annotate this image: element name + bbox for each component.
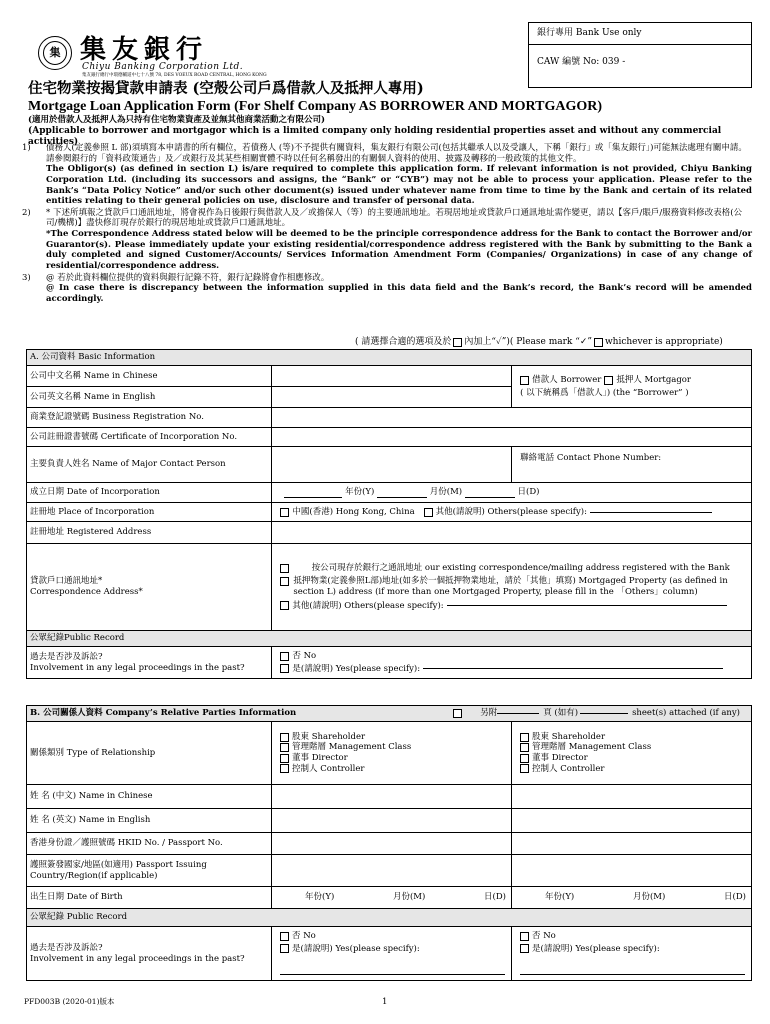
party-name-cn-label: 姓 名 (中文) Name in Chinese [27, 785, 272, 809]
relationship-options-col2: 股東 Shareholder 管理階層 Management Class 董事 Director 控制人 Controller [512, 722, 752, 785]
party1-name-cn-field[interactable] [272, 785, 512, 809]
party-legal-label-cn: 過去是否涉及訴訟? [30, 942, 103, 953]
place-others-field[interactable] [590, 512, 712, 513]
legal-no-checkbox[interactable] [280, 652, 289, 661]
form-version-code: PFD003B (2020-01)版本 [24, 997, 115, 1006]
bank-name-english: Chiyu Banking Corporation Ltd. [82, 62, 244, 72]
party2-name-en-field[interactable] [512, 809, 752, 833]
hkid-label: 香港身份證／護照號碼 HKID No. / Passport No. [27, 833, 272, 855]
party2-dob-field[interactable]: 年份(Y) 月份(M) 日(D) [512, 887, 752, 909]
ci-number-label: 公司註冊證書號碼 Certificate of Incorporation No. [27, 428, 272, 447]
ci-number-field[interactable] [272, 428, 752, 447]
dob-label: 出生日期 Date of Birth [27, 887, 272, 909]
hk-china-checkbox[interactable] [280, 508, 289, 517]
section-a-heading: A. 公司資料 Basic Information [27, 350, 752, 366]
note-text-english: The Obligor(s) (as defined in section L) is/are required to complete this application form. If relevant information is not provided, Chiyu Banking Corporation Ltd. (including its successors and assigns, the “Bank” or “CYB”) may not be able to process your application. Please refer to the Bank’s “Data Policy Notice” and/or such other document(s) issued under whatever name from time to time by the Bank and certain of its related entities relating to their general policies on use, disclosure and transfer of personal data. [46, 164, 752, 207]
caw-number-field[interactable]: CAW 編號 No: 039 - [537, 57, 626, 67]
contact-phone-field[interactable] [512, 447, 752, 483]
correspondence-address-label-en: Correspondence Address* [30, 587, 143, 597]
legal-proceedings-label-en: Involvement in any legal proceedings in the past? [30, 662, 245, 673]
form-title-english: Mortgage Loan Application Form (For Shelf Company AS BORROWER AND MORTGAGOR) [28, 99, 603, 114]
date-incorporation-field[interactable]: 年份(Y) 月份(M) 日(D) [272, 483, 752, 503]
corr-others-field[interactable] [447, 605, 727, 606]
bank-use-only-box [528, 22, 752, 88]
public-record-heading: 公眾紀錄Public Record [27, 631, 752, 647]
controller-checkbox[interactable] [280, 764, 289, 773]
seal-character: 集 [43, 41, 67, 65]
corr-existing-checkbox[interactable] [280, 564, 289, 573]
director-checkbox[interactable] [520, 754, 529, 763]
place-incorporation-label: 註冊地 Place of Incorporation [27, 503, 272, 522]
bank-name-chinese: 集友銀行 [80, 35, 209, 65]
hereinafter-note: ( 以下統稱爲「借款人」) (the “Borrower” ) [520, 387, 689, 398]
note-item: 3) @ 若於此資料欄位提供的資料與銀行記錄不符，銀行記錄將會作相應修改。 @ In case there is discrepancy between the information supplied in this data field and the Bank’s record, the Bank’s record will be amended accordingly. [22, 272, 752, 304]
note-item: 1) 債務人(定義參照 L 部)須填寫本申請書的所有欄位，若債務人 (等)不予提供有關資料，集友銀行有限公司(包括其繼承人以及受讓人，下稱「銀行」或「集友銀行」)可能無法處理有關申請。請參閱銀行的「資料政策通告」及／或銀行及其某些相關實體不時以任何名稱發出的有關個人資料的使用、披露及轉移的一般政策的其他文件。 The Obligor(s) (as defined in section L) is/are required to complete this application form. If relevant information is not provided, Chiyu Banking Corporation Ltd. (including its successors and assigns, the “Bank” or “CYB”) may not be able to process your application. Please refer to the Bank’s “Data Policy Notice” and/or such other document(s) issued under whatever name from time to time by the Bank and certain of its related entities relating to their general policies on use, disclosure and transfer of personal data. [22, 143, 752, 207]
bank-seal-logo [38, 36, 72, 70]
bank-use-only-label: 銀行專用 Bank Use only [529, 23, 751, 45]
mark-instruction: ( 請選擇合適的選項及於 內加上“✓”)( Please mark “✓” whichever is appropriate) [355, 337, 723, 347]
form-notes [22, 143, 752, 305]
party-name-en-label: 姓 名 (英文) Name in English [27, 809, 272, 833]
page-number: 1 [382, 997, 388, 1007]
note-text-chinese: * 下述所填報之貸款戶口通訊地址，將會視作為日後銀行與借款人及／或擔保人（等）的主要通訊地址。若現居地址或貸款戶口通訊地址需作變更，請以【客戶/賬戶/服務資料修改表格(公司/機構)】盡快修訂現存於銀行的現居地址或貸款戶口通訊地址。 [46, 207, 743, 229]
attached-sheets-field[interactable] [497, 713, 539, 714]
correspondence-address-label-cn: 貸款戶口通訊地址* [30, 576, 103, 587]
section-a-table: A. 公司資料 Basic Information 公司中文名稱 Name in Chinese 借款人 Borrower 抵押人 Mortgagor ( 以下統稱爲「借款人」) (the “Borrower” ) 公司英文名稱 Name in English 商業登記證號碼 Business Registration No. 公司註冊證書號碼 Certificate of Incorporation No. 主要負責人姓名 Name of Major Contact Person 聯絡電話 Contact Phone Number: 成立日期 Date of Incorporation 年份(Y) 月份(M) 日(D) 註冊地 Place of Incorporation 中國(香港) Hong Kong, China 其他(請說明) Others(please specify): 註冊地址 Registered Address 貸款戶口通訊地址* Correspondence Address* 按公司現存於銀行之通訊地址 our existing correspondence/mailing address registered with the Bank 抵押物業(定義參照L部)地址(如多於一個抵押物業地址，請於「其他」填寫) Mortgaged Property (as defined in section L) address (if more than one Mortgaged Property, please fill in the 「Others」column) 其他(請說明) Others(please specify): 公眾紀錄Public Record 過去是否涉及訴訟? Involvement in any legal proceedings in the past? 否 No 是(請說明) Yes(please specify): [26, 349, 752, 679]
form-subtitle-english: (Applicable to borrower and mortgagor which is a limited company only holding residential properties asset and without any commercial activities) [28, 126, 722, 148]
place-others-checkbox[interactable] [424, 508, 433, 517]
party1-hkid-field[interactable] [272, 833, 512, 855]
party2-legal-yes-checkbox[interactable] [520, 944, 529, 953]
company-name-en-label: 公司英文名稱 Name in English [27, 387, 272, 408]
legal-yes-checkbox[interactable] [280, 664, 289, 673]
party1-legal-specify-field[interactable] [280, 974, 505, 975]
registered-address-label: 註冊地址 Registered Address [27, 522, 272, 544]
br-number-label: 商業登記證號碼 Business Registration No. [27, 408, 272, 428]
party2-hkid-field[interactable] [512, 833, 752, 855]
note-text-english: *The Correspondence Address stated below will be deemed to be the principle correspondence address for the Bank to contact the Borrower and/or Guarantor(s). Please immediately update your existing residential/correspondence address registered with the Bank by submitting to the Bank a duly completed and signed Customer/Accounts/ Services Information Amendment Form (Companies/ Organizations) in case of any change of residential/correspondence address. [46, 229, 752, 271]
shareholder-checkbox[interactable] [520, 733, 529, 742]
legal-proceedings-label-cn: 過去是否涉及訴訟? [30, 651, 103, 662]
relationship-options-col1: 股東 Shareholder 管理階層 Management Class 董事 Director 控制人 Controller [272, 722, 512, 785]
party1-passport-country-field[interactable] [272, 855, 512, 887]
company-name-en-field[interactable] [272, 387, 512, 408]
form-title-chinese: 住宅物業按揭貸款申請表 (空殼公司戶爲借款人及抵押人專用) [28, 80, 424, 97]
note-item: 2) * 下述所填報之貸款戶口通訊地址，將會視作為日後銀行與借款人及／或擔保人（等）的主要通訊地址。若現居地址或貸款戶口通訊地址需作變更，請以【客戶/賬戶/服務資料修改表格(公司/機構)】盡快修訂現存於銀行的現居地址或貸款戶口通訊地址。 *The Correspondence Address stated below will be deemed to be the principle correspondence address for the Bank to contact the Borrower and/or Guarantor(s). Please immediately update your existing residential/correspondence address registered with the Bank by submitting to the Bank a duly completed and signed Customer/Accounts/ Services Information Amendment Form (Companies/ Organizations) in case of any change of residential/correspondence address. [22, 207, 752, 271]
bank-address: 集友銀行總行中環德輔道中七十八號 78, DES VOEUX ROAD CENTRAL, HONG KONG [82, 73, 267, 78]
party1-legal-yes-checkbox[interactable] [280, 944, 289, 953]
party-legal-label-en: Involvement in any legal proceedings in the past? [30, 953, 245, 964]
passport-country-label: 護照簽發國家/地區(如適用) Passport Issuing Country/Region(if applicable) [27, 855, 272, 887]
registered-address-field[interactable] [272, 522, 752, 544]
major-contact-field[interactable] [272, 447, 512, 483]
party2-passport-country-field[interactable] [512, 855, 752, 887]
relationship-type-label: 關係類別 Type of Relationship [27, 722, 272, 785]
public-record-heading-b: 公眾紀錄 Public Record [27, 909, 752, 927]
shareholder-checkbox[interactable] [280, 733, 289, 742]
management-checkbox[interactable] [280, 743, 289, 752]
management-checkbox[interactable] [520, 743, 529, 752]
company-name-cn-label: 公司中文名稱 Name in Chinese [27, 366, 272, 387]
mortgagor-checkbox[interactable] [604, 376, 613, 385]
section-b-table: B. 公司關係人資料 Company’s Relative Parties Information 另附 頁 (如有) sheet(s) attached (if any) 關係類別 Type of Relationship 股東 Shareholder 管理階層 Management Class 董事 Director 控制人 Controller 股東 Shareholder 管理階層 Management Class 董事 Director 控制人 Controller 姓 名 (中文) Name in Chinese 姓 名 (英文) Name in English 香港身份證／護照號碼 HKID No. / Passport No. 護照簽發國家/地區(如適用) Passport Issuing Country/Region(if applicable) 出生日期 Date of Birth 年份(Y) 月份(M) 日(D) 年份(Y) 月份(M) 日(D) 公眾紀錄 Public Record 過去是否涉及訴訟? Involvement in any legal proceedings in the past? 否 No 是(請說明) Yes(please specify): 否 No 是(請說明) Yes(please specify): [26, 705, 752, 981]
company-name-cn-field[interactable] [272, 366, 512, 387]
legal-specify-field[interactable] [423, 668, 723, 669]
party2-legal-no-checkbox[interactable] [520, 932, 529, 941]
controller-checkbox[interactable] [520, 764, 529, 773]
attached-sheets-checkbox[interactable] [453, 709, 462, 718]
party1-name-en-field[interactable] [272, 809, 512, 833]
section-b-heading: B. 公司關係人資料 Company’s Relative Parties Information [30, 708, 297, 719]
borrower-checkbox[interactable] [520, 376, 529, 385]
corr-mortgaged-property-checkbox[interactable] [280, 577, 289, 586]
contact-phone-label: 聯絡電話 Contact Phone Number: [520, 453, 662, 463]
director-checkbox[interactable] [280, 754, 289, 763]
note-text-chinese: @ 若於此資料欄位提供的資料與銀行記錄不符，銀行記錄將會作相應修改。 [46, 272, 330, 283]
note-text-chinese: 債務人(定義參照 L 部)須填寫本申請書的所有欄位，若債務人 (等)不予提供有關資料，集友銀行有限公司(包括其繼承人以及受讓人，下稱「銀行」或「集友銀行」)可能無法處理有關申請。請參閱銀行的「資料政策通告」及／或銀行及其某些相關實體不時以任何名稱發出的有關個人資料的使用、披露及轉移的一般政策的其他文件。 [46, 143, 747, 164]
form-subtitle-chinese: (適用於借款人及抵押人為只持有住宅物業資產及並無其他商業活動之有限公司) [28, 115, 326, 125]
sample-checkbox [594, 338, 603, 347]
party2-legal-specify-field[interactable] [520, 974, 745, 975]
party1-dob-field[interactable]: 年份(Y) 月份(M) 日(D) [272, 887, 512, 909]
party2-name-cn-field[interactable] [512, 785, 752, 809]
sample-checkbox [453, 338, 462, 347]
corr-others-checkbox[interactable] [280, 601, 289, 610]
br-number-field[interactable] [272, 408, 752, 428]
party1-legal-no-checkbox[interactable] [280, 932, 289, 941]
major-contact-label: 主要負責人姓名 Name of Major Contact Person [27, 447, 272, 483]
note-text-english: @ In case there is discrepancy between the information supplied in this data field and the Bank’s record, the Bank’s record will be amended accordingly. [46, 283, 752, 304]
date-incorporation-label: 成立日期 Date of Incorporation [27, 483, 272, 503]
